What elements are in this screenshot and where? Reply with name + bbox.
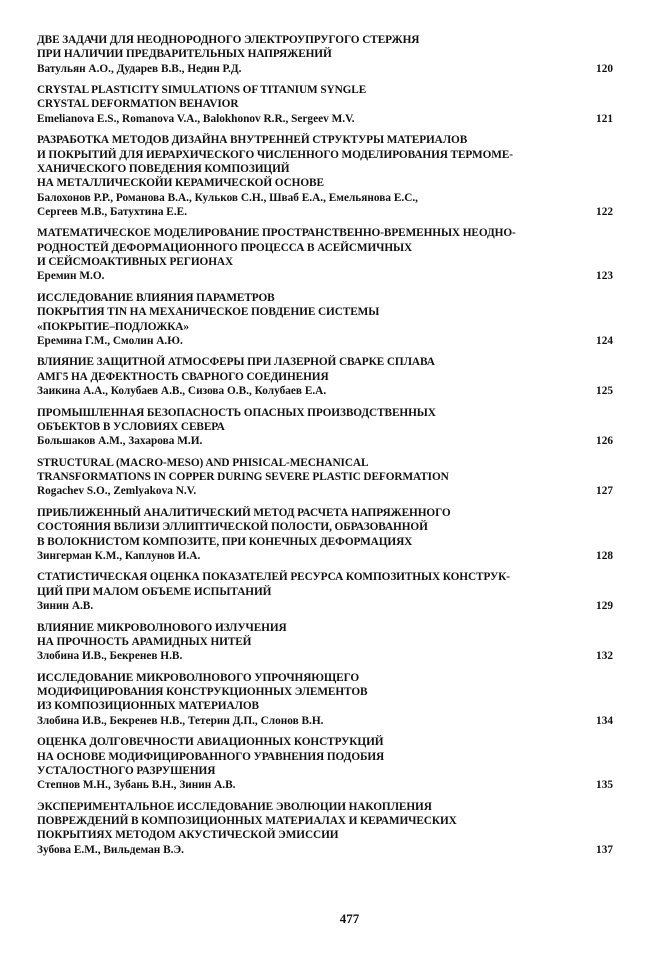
entry-authors: Большаков А.М., Захарова М.И. [37, 435, 203, 448]
entry-title-line: ПРИ НАЛИЧИИ ПРЕДВАРИТЕЛЬНЫХ НАПРЯЖЕНИЙ [37, 48, 332, 61]
toc-entry [37, 671, 613, 728]
table-of-contents [37, 33, 613, 864]
entry-authors: Балохонов Р.Р., Романова В.А., Кульков С.Н., Шваб Е.А., Емельянова Е.С., [37, 191, 419, 204]
entry-title-line: НА ОСНОВЕ МОДИФИЦИРОВАННОГО УРАВНЕНИЯ ПОДОБИЯ [37, 750, 385, 763]
toc-entry [37, 133, 613, 219]
entry-title-line: ПРОМЫШЛЕННАЯ БЕЗОПАСНОСТЬ ОПАСНЫХ ПРОИЗВОДСТВЕННЫХ [37, 406, 436, 419]
entry-title-line: CRYSTAL DEFORMATION BEHAVIOR [37, 98, 239, 111]
entry-title-line: ЦИЙ ПРИ МАЛОМ ОБЪЕМЕ ИСПЫТАНИЙ [37, 585, 272, 598]
entry-authors-row [37, 484, 613, 498]
entry-title-line: СТАТИСТИЧЕСКАЯ ОЦЕНКА ПОКАЗАТЕЛЕЙ РЕСУРСА КОМПОЗИТНЫХ КОНСТРУК- [37, 571, 510, 584]
entry-page: 122 [596, 205, 613, 218]
entry-title-line: ПОВРЕЖДЕНИЙ В КОМПОЗИЦИОННЫХ МАТЕРИАЛАХ И КЕРАМИЧЕСКИХ [37, 815, 457, 828]
entry-authors-row [37, 269, 613, 283]
entry-authors-row [37, 384, 613, 398]
entry-title-line: ВЛИЯНИЕ МИКРОВОЛНОВОГО ИЗЛУЧЕНИЯ [37, 621, 287, 634]
entry-page: 134 [596, 714, 613, 727]
toc-entry [37, 226, 613, 283]
entry-authors: Emelianova E.S., Romanova V.A., Balokhonov R.R., Sergeev M.V. [37, 112, 355, 125]
entry-authors-row [37, 843, 613, 857]
entry-page: 124 [596, 334, 613, 347]
entry-title-line: РОДНОСТЕЙ ДЕФОРМАЦИОННОГО ПРОЦЕССА В АСЕЙСМИЧНЫХ [37, 241, 413, 254]
entry-title-line: МАТЕМАТИЧЕСКОЕ МОДЕЛИРОВАНИЕ ПРОСТРАНСТВЕННО-ВРЕМЕННЫХ НЕОДНО- [37, 227, 516, 240]
entry-title-line: РАЗРАБОТКА МЕТОДОВ ДИЗАЙНА ВНУТРЕННЕЙ СТРУКТУРЫ МАТЕРИАЛОВ [37, 134, 468, 147]
entry-authors-row [37, 649, 613, 663]
toc-entry [37, 735, 613, 792]
toc-entry [37, 406, 613, 449]
entry-authors: Заикина А.А., Колубаев А.В., Сизова О.В., Колубаев Е.А. [37, 385, 327, 398]
entry-page: 127 [596, 485, 613, 498]
entry-title-line: ИЗ КОМПОЗИЦИОННЫХ МАТЕРИАЛОВ [37, 700, 259, 713]
entry-authors-row [37, 549, 613, 563]
entry-title-line: СОСТОЯНИЯ ВБЛИЗИ ЭЛЛИПТИЧЕСКОЙ ПОЛОСТИ, ОБРАЗОВАННОЙ [37, 521, 428, 534]
entry-title-line: CRYSTAL PLASTICITY SIMULATIONS OF TITANIUM SYNGLE [37, 84, 367, 97]
entry-title-line: ПОКРЫТИЯ TIN НА МЕХАНИЧЕСКОЕ ПОВДЕНИЕ СИСТЕМЫ [37, 306, 380, 319]
entry-page: 125 [596, 385, 613, 398]
toc-entry [37, 33, 613, 76]
entry-authors-row [37, 599, 613, 613]
entry-title-line: ИССЛЕДОВАНИЕ МИКРОВОЛНОВОГО УПРОЧНЯЮЩЕГО [37, 671, 360, 684]
entry-title-line: «ПОКРЫТИЕ–ПОДЛОЖКА» [37, 320, 189, 333]
entry-title-line: НА МЕТАЛЛИЧЕСКОЙИ КЕРАМИЧЕСКОЙ ОСНОВЕ [37, 177, 324, 190]
entry-title-line: ВЛИЯНИЕ ЗАЩИТНОЙ АТМОСФЕРЫ ПРИ ЛАЗЕРНОЙ СВАРКЕ СПЛАВА [37, 356, 435, 369]
entry-title-line: И ПОКРЫТИЙ ДЛЯ ИЕРАРХИЧЕСКОГО ЧИСЛЕННОГО МОДЕЛИРОВАНИЯ ТЕРМОМЕ- [37, 148, 513, 161]
entry-page: 123 [596, 270, 613, 283]
entry-title-line: МОДИФИЦИРОВАНИЯ КОНСТРУКЦИОННЫХ ЭЛЕМЕНТОВ [37, 686, 368, 699]
entry-authors-row [37, 62, 613, 76]
toc-entry [37, 83, 613, 126]
entry-authors: Еремина Г.М., Смолин А.Ю. [37, 334, 183, 347]
entry-page: 128 [596, 549, 613, 562]
entry-authors: Сергеев М.В., Батухтина Е.Е. [37, 205, 188, 218]
entry-authors-row [37, 334, 613, 348]
entry-title-line: TRANSFORMATIONS IN COPPER DURING SEVERE PLASTIC DEFORMATION [37, 471, 449, 484]
entry-title-line: И СЕЙСМОАКТИВНЫХ РЕГИОНАХ [37, 256, 234, 269]
entry-authors-row [37, 205, 613, 219]
entry-title-line: ОЦЕНКА ДОЛГОВЕЧНОСТИ АВИАЦИОННЫХ КОНСТРУКЦИЙ [37, 736, 384, 749]
entry-authors-row [37, 714, 613, 728]
entry-title-line: ПОКРЫТИЯХ МЕТОДОМ АКУСТИЧЕСКОЙ ЭМИССИИ [37, 829, 339, 842]
entry-authors: Зинин А.В. [37, 600, 94, 613]
entry-title-line: ПРИБЛИЖЕННЫЙ АНАЛИТИЧЕСКИЙ МЕТОД РАСЧЕТА НАПРЯЖЕННОГО [37, 506, 451, 519]
entry-authors: Злобина И.В., Бекренев Н.В. [37, 650, 183, 663]
entry-title-line: ИССЛЕДОВАНИЕ ВЛИЯНИЯ ПАРАМЕТРОВ [37, 291, 275, 304]
entry-title-line: ДВЕ ЗАДАЧИ ДЛЯ НЕОДНОРОДНОГО ЭЛЕКТРОУПРУГОГО СТЕРЖНЯ [37, 34, 420, 46]
toc-entry [37, 800, 613, 857]
entry-page: 126 [596, 435, 613, 448]
entry-authors: Ватульян А.О., Дударев В.В., Недин Р.Д. [37, 62, 242, 75]
entry-authors-row [37, 778, 613, 792]
entry-title-line: ХАНИЧЕСКОГО ПОВЕДЕНИЯ КОМПОЗИЦИЙ [37, 162, 290, 175]
toc-entry [37, 355, 613, 398]
entry-page: 135 [596, 779, 613, 792]
entry-authors: Злобина И.В., Бекренев Н.В., Тетерин Д.П., Слонов В.Н. [37, 714, 324, 727]
toc-entry [37, 570, 613, 613]
entry-authors: Rogachev S.O., Zemlyakova N.V. [37, 485, 197, 498]
toc-entry [37, 456, 613, 499]
entry-title-line: ОБЪЕКТОВ В УСЛОВИЯХ СЕВЕРА [37, 420, 225, 433]
entry-authors-row [37, 434, 613, 448]
entry-title-line: В ВОЛОКНИСТОМ КОМПОЗИТЕ, ПРИ КОНЕЧНЫХ ДЕФОРМАЦИЯХ [37, 535, 413, 548]
entry-authors-row [37, 112, 613, 126]
entry-title-line: УСТАЛОСТНОГО РАЗРУШЕНИЯ [37, 764, 216, 777]
entry-title-line: АМГ5 НА ДЕФЕКТНОСТЬ СВАРНОГО СОЕДИНЕНИЯ [37, 370, 329, 383]
entry-authors: Еремин М.О. [37, 270, 105, 283]
entry-title-line: НА ПРОЧНОСТЬ АРАМИДНЫХ НИТЕЙ [37, 635, 252, 648]
toc-entry [37, 506, 613, 563]
entry-page: 132 [596, 650, 613, 663]
entry-page: 121 [596, 112, 613, 125]
toc-entry [37, 291, 613, 348]
entry-title-line: STRUCTURAL (MACRO-MESO) AND PHISICAL-MECHANICAL [37, 456, 369, 469]
entry-authors: Зубова Е.М., Вильдеман В.Э. [37, 843, 184, 856]
toc-entry [37, 621, 613, 664]
entry-authors: Степнов М.Н., Зубань В.Н., Зинин А.В. [37, 779, 236, 792]
entry-page: 137 [596, 843, 613, 856]
entry-page: 129 [596, 600, 613, 613]
entry-page: 120 [596, 62, 613, 75]
entry-title-line: ЭКСПЕРИМЕНТАЛЬНОЕ ИССЛЕДОВАНИЕ ЭВОЛЮЦИИ НАКОПЛЕНИЯ [37, 800, 432, 813]
page-number: 477 [339, 911, 360, 926]
entry-authors: Зингерман К.М., Каплунов И.А. [37, 549, 201, 562]
